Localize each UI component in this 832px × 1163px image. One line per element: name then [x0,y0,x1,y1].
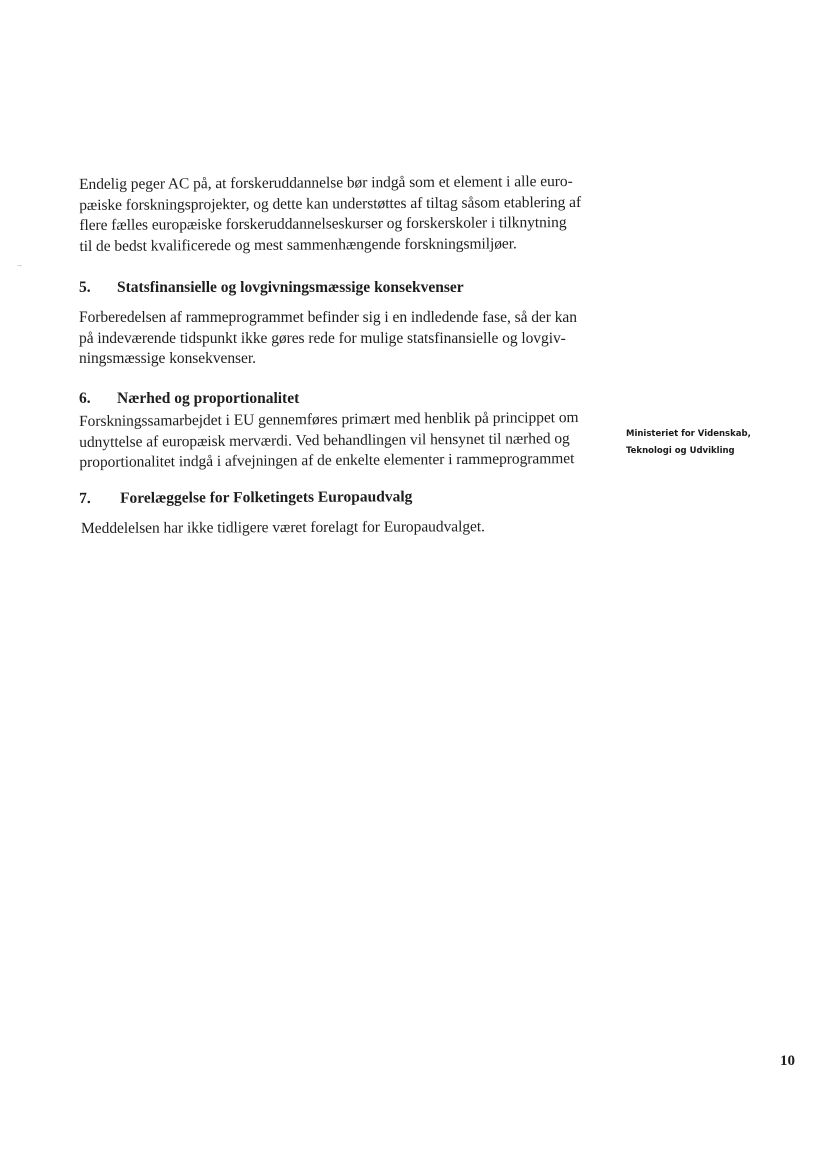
text-line: på indeværende tidspunkt ikke gøres rede for mulige statsfinansielle og lovgiv- [79,329,566,347]
text-line: til de bedst kvalificerede og mest sammenhængende forskningsmiljøer. [79,234,517,255]
text-line: Forberedelsen af rammeprogrammet befinder sig i en indledende fase, så der kan [79,309,577,326]
text-line: Meddelelsen har ikke tidligere været forelagt for Europaudvalget. [81,518,485,537]
text-line: ningsmæssige konsekvenser. [79,350,256,367]
text-line: proportionalitet indgå i afvejningen af de enkelte elementer i rammeprogrammet [79,449,575,471]
section-paragraph-7 [81,517,599,540]
text-line: pæiske forskningsprojekter, og dette kan understøttes af tiltag såsom etablering af [79,193,582,214]
section-heading-6 [79,389,599,409]
intro-paragraph [79,172,599,257]
ministry-name-line: Teknologi og Udvikling [626,446,735,456]
main-content [79,172,599,540]
page-number: 10 [780,1053,795,1069]
section-title: Statsfinansielle og lovgivningsmæssige konsekvenser [117,279,464,296]
ministry-sidebar [626,426,816,460]
section-number: 6. [79,389,91,407]
section-number: 7. [79,489,91,507]
section-number: 5. [79,279,91,296]
section-heading-7 [79,486,599,509]
section-title: Forelæggelse for Folketingets Europaudvalg [120,488,413,507]
ministry-name-line: Ministeriet for Videnskab, [626,429,751,439]
section-title: Nærhed og proportionalitet [117,389,300,407]
section-paragraph-6 [79,407,599,473]
text-line: flere fælles europæiske forskeruddannelseskurser og forskerskoler i tilknytning [79,214,567,234]
section-heading-5 [79,278,599,298]
section-paragraph-5 [79,308,599,370]
text-line: udnyttelse af europæisk merværdi. Ved behandlingen vil hensynet til nærhed og [79,429,570,450]
text-line: Forskningssamarbejdet i EU gennemføres primært med henblik på princippet om [79,408,579,430]
text-line: Endelig peger AC på, at forskeruddannelse bør indgå som et element i alle euro- [79,172,573,193]
scan-artifact [17,264,31,268]
